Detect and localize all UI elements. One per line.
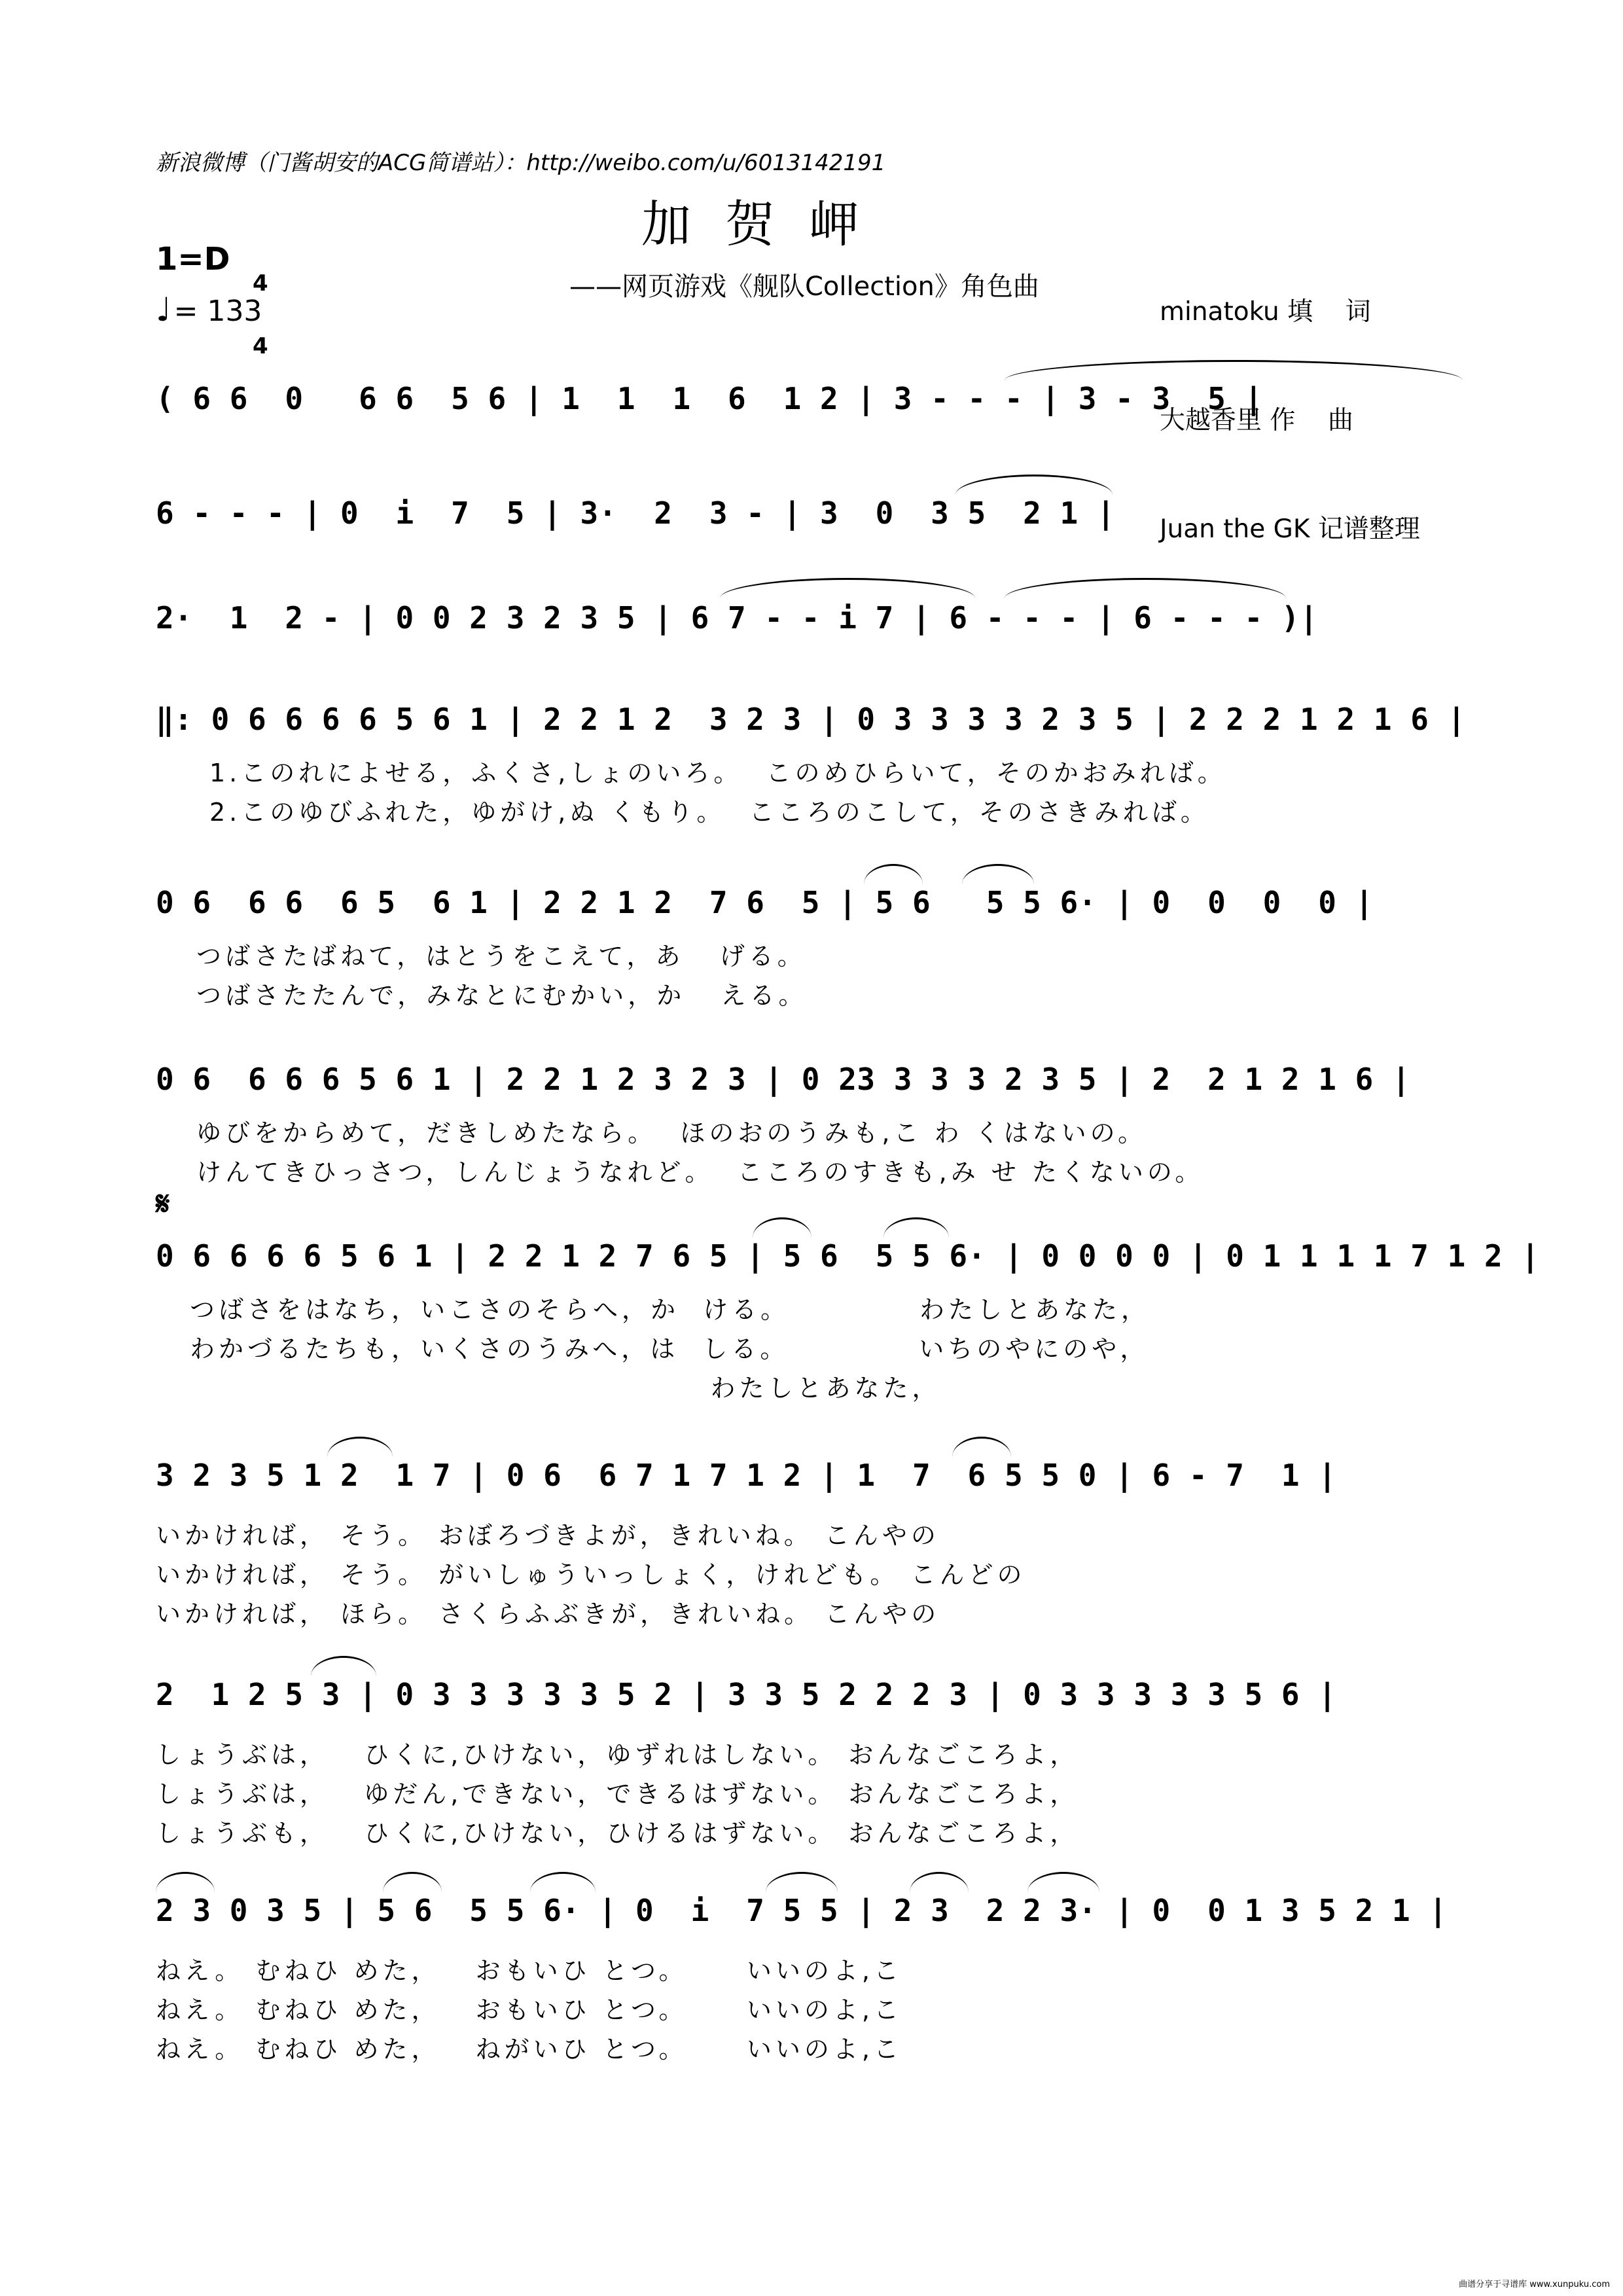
lyrics-verse-2: しょうぶは， ゆだん,できない，できるはずない。 おんなごころよ， bbox=[156, 1780, 1079, 1808]
lyrics-verse-2: つばさたたんで，みなとにむかい，か える。 bbox=[196, 981, 808, 1010]
lyrics-verse-1: ねえ。 むねひ めた， おもいひ とつ。 いいのよ,こ bbox=[156, 1956, 902, 1985]
lyrics-verse-3: ねえ。 むねひ めた， ねがいひ とつ。 いいのよ,こ bbox=[156, 2035, 902, 2064]
tie-slur bbox=[753, 1217, 812, 1238]
notation-line: 2 3 0 3 5 | 5 6 5 5 6· | 0 i 7 5 5 | 2 3 2 2 3· | 0 0 1 3 5 2 1 | bbox=[156, 1893, 1448, 1928]
notation-line: ‖: 0 6 6 6 6 5 6 1 | 2 2 1 2 3 2 3 | 0 3 3 3 3 2 3 5 | 2 2 2 1 2 1 6 | bbox=[156, 702, 1466, 737]
song-title: 加贺岬 bbox=[641, 195, 893, 253]
lyrics-verse-1: ゆびをからめて，だきしめたなら。 ほのおのうみも,こ わ くはないの。 bbox=[196, 1119, 1147, 1147]
notation-line: 0 6 6 6 6 5 6 1 | 2 2 1 2 7 6 5 | 5 6 5 5 6· | 0 0 0 0 | bbox=[156, 885, 1374, 920]
lyrics-verse-2: わかづるたちも，いくさのうみへ，は しる。 いちのやにのや， bbox=[190, 1335, 1149, 1363]
tie-slur bbox=[962, 864, 1034, 884]
source-line: 新浪微博（门酱胡安的ACG简谱站）：http://weibo.com/u/6013142191 bbox=[156, 150, 886, 176]
credit-composer: 大越香里 作 曲 bbox=[1160, 405, 1353, 435]
tie-slur bbox=[156, 1872, 215, 1892]
notation-line: 3 2 3 5 1 2 1 7 | 0 6 6 7 1 7 1 2 | 1 7 6 5 5 0 | 6 - 7 1 | bbox=[156, 1458, 1337, 1493]
tie-slur bbox=[955, 475, 1113, 495]
tie-slur bbox=[952, 1437, 1011, 1457]
time-signature-top: 4 bbox=[253, 270, 268, 296]
tie-slur bbox=[864, 864, 923, 884]
tie-slur bbox=[1027, 1872, 1099, 1892]
notation-line: ( 6 6 0 6 6 5 6 | 1 1 1 6 1 2 | 3 - - - | 3 - 3 5 | bbox=[156, 381, 1263, 416]
lyrics-verse-2: ねえ。 むねひ めた， おもいひ とつ。 いいのよ,こ bbox=[156, 1996, 902, 2024]
lyrics-verse-3: わたしとあなた， bbox=[190, 1374, 941, 1403]
lyrics-verse-3: いかければ， ほら。 さくらふぶきが，きれいね。 こんやの bbox=[156, 1600, 940, 1628]
tie-slur bbox=[883, 1217, 949, 1238]
notation-line: 2· 1 2 - | 0 0 2 3 2 3 5 | 6 7 - - i 7 | 6 - - - | 6 - - - )| bbox=[156, 600, 1319, 636]
lyrics-verse-1: つばさをはなち，いこさのそらへ，か ける。 わたしとあなた， bbox=[190, 1295, 1150, 1324]
tie-slur bbox=[530, 1872, 596, 1892]
song-subtitle: ——网页游戏《舰队Collection》角色曲 bbox=[569, 272, 1039, 302]
tie-slur bbox=[311, 1656, 376, 1676]
tie-slur bbox=[720, 578, 975, 598]
lyrics-verse-2: けんてきひっさつ，しんじょうなれど。 こころのすきも,み せ たくないの。 bbox=[196, 1158, 1204, 1187]
lyrics-verse-1: いかければ， そう。 おぼろづきよが，きれいね。 こんやの bbox=[156, 1521, 940, 1550]
tempo-marking bbox=[156, 291, 262, 329]
tie-slur bbox=[766, 1872, 838, 1892]
footer-watermark: 曲谱分享于寻谱库 www.xunpuku.com bbox=[1459, 2280, 1610, 2289]
quarter-note-icon: ♩ bbox=[156, 291, 171, 329]
lyrics-verse-2: 2.このゆびふれた，ゆがけ,ぬ くもり。 こころのこして，そのさきみれば。 bbox=[209, 798, 1209, 827]
time-signature-bottom: 4 bbox=[253, 333, 268, 360]
credit-transcriber: Juan the GK 记谱整理 bbox=[1160, 514, 1420, 544]
notation-line: 6 - - - | 0 i 7 5 | 3· 2 3 - | 3 0 3 5 2 1 | bbox=[156, 495, 1116, 531]
tie-slur bbox=[327, 1437, 393, 1457]
credit-lyricist: minatoku 填 词 bbox=[1160, 296, 1371, 327]
tempo-value: = 133 bbox=[173, 295, 262, 328]
lyrics-verse-3: しょうぶも， ひくに,ひけない，ひけるはずない。 おんなごころよ， bbox=[156, 1819, 1079, 1848]
lyrics-verse-1: 1.このれによせる，ふくさ,しょのいろ。 このめひらいて，そのかおみれば。 bbox=[209, 759, 1226, 787]
lyrics-verse-2: いかければ， そう。 がいしゅういっしょく，けれども。 こんどの bbox=[156, 1560, 1026, 1589]
notation-line: 0 6 6 6 6 5 6 1 | 2 2 1 2 7 6 5 | 5 6 5 5 6· | 0 0 0 0 | 0 1 1 1 1 7 1 2 | bbox=[156, 1238, 1540, 1274]
notation-line: 2 1 2 5 3 | 0 3 3 3 3 3 5 2 | 3 3 5 2 2 2 3 | 0 3 3 3 3 3 5 6 | bbox=[156, 1677, 1337, 1712]
notation-line: 0 6 6 6 6 5 6 1 | 2 2 1 2 3 2 3 | 0 23 3 3 3 2 3 5 | 2 2 1 2 1 6 | bbox=[156, 1062, 1411, 1097]
lyrics-verse-1: しょうぶは， ひくに,ひけない，ゆずれはしない。 おんなごころよ， bbox=[156, 1740, 1079, 1769]
tie-slur bbox=[910, 1872, 969, 1892]
tie-slur bbox=[383, 1872, 442, 1892]
key-signature: 1=D bbox=[156, 241, 230, 278]
segno-icon: 𝄋 bbox=[156, 1185, 170, 1223]
lyrics-verse-1: つばさたばねて，はとうをこえて，あ げる。 bbox=[196, 942, 806, 971]
